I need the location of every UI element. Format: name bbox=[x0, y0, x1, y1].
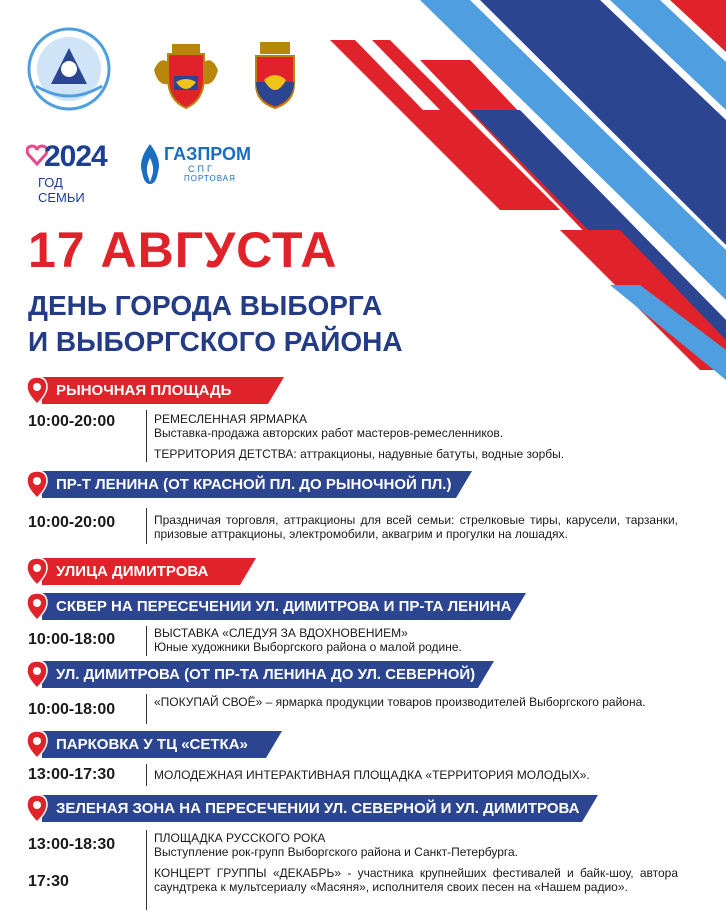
event-detail-text: МОЛОДЕЖНАЯ ИНТЕРАКТИВНАЯ ПЛОЩАДКА «ТЕРРИТОРИЯ МОЛОДЫХ». bbox=[154, 768, 590, 782]
location-label: СКВЕР НА ПЕРЕСЕЧЕНИИ УЛ. ДИМИТРОВА И ПР-ТА ЛЕНИНА bbox=[56, 598, 512, 615]
location-label: УЛ. ДИМИТРОВА (ОТ ПР-ТА ЛЕНИНА ДО УЛ. СЕВЕРНОЙ) bbox=[56, 666, 476, 683]
gazprom-portovaya: ПОРТОВАЯ bbox=[184, 174, 236, 183]
event-detail-text: Праздничая торговля, аттракционы для всей семьи: стрелковые тиры, карусели, тарзанки, призовые аттракционы, электромобили, аквагрим и прогулки на лошадях. bbox=[154, 513, 678, 541]
event-detail-text: «ПОКУПАЙ СВОЁ» – ярмарка продукции товаров производителей Выборгского района. bbox=[154, 695, 646, 709]
event-title-text: ТЕРРИТОРИЯ ДЕТСТВА: bbox=[154, 447, 297, 461]
location-pin-icon bbox=[26, 794, 48, 823]
event-detail-text: Юные художники Выборгского района о малой родине. bbox=[154, 640, 462, 654]
gazprom-logo bbox=[136, 142, 252, 192]
event-title-line2: И ВЫБОРГСКОГО РАЙОНА bbox=[28, 326, 403, 357]
event-title-line1: ДЕНЬ ГОРОДА ВЫБОРГА bbox=[28, 290, 383, 321]
event-detail-text: Выступление рок-групп Выборгского района и Санкт-Петербурга. bbox=[154, 845, 519, 859]
divider bbox=[146, 764, 147, 786]
divider bbox=[146, 830, 147, 910]
location-pin-icon bbox=[26, 470, 48, 499]
time-slot: 17:30 bbox=[28, 873, 69, 890]
divider bbox=[146, 508, 147, 544]
event-detail-text: КОНЦЕРТ ГРУППЫ «ДЕКАБРЬ» - участника крупнейших фестивалей и байк-шоу, автора саундтрека к мультсериалу «Масяня», исполнителя своих песен на «Нашем радио». bbox=[154, 866, 678, 894]
time-slot: 13:00-17:30 bbox=[28, 766, 116, 783]
event-date: 17 АВГУСТА bbox=[28, 222, 338, 278]
gazprom-spg: СПГ bbox=[188, 164, 215, 174]
location-label: УЛИЦА ДИМИТРОВА bbox=[56, 563, 209, 580]
event-description bbox=[154, 831, 518, 859]
location-header-market-square bbox=[26, 377, 284, 404]
event-description bbox=[154, 626, 462, 654]
event-description bbox=[154, 412, 503, 440]
divider bbox=[146, 410, 147, 462]
district-coat-of-arms-icon bbox=[150, 40, 222, 112]
event-title-text: ПЛОЩАДКА РУССКОГО РОКА bbox=[154, 831, 326, 845]
location-header-green-zone bbox=[26, 795, 598, 822]
location-label: ПР-Т ЛЕНИНА (ОТ КРАСНОЙ ПЛ. ДО РЫНОЧНОЙ ПЛ.) bbox=[56, 476, 452, 493]
time-slot: 13:00-18:30 bbox=[28, 836, 116, 853]
year-number: 2024 bbox=[44, 140, 107, 173]
year-caption: ГОД СЕМЬИ bbox=[38, 175, 85, 205]
anniversary-emblem-icon bbox=[26, 26, 112, 112]
location-pin-icon bbox=[26, 730, 48, 759]
location-pin-icon bbox=[26, 592, 48, 621]
time-slot: 10:00-20:00 bbox=[28, 413, 116, 430]
time-slot: 10:00-18:00 bbox=[28, 701, 116, 718]
event-title bbox=[28, 288, 403, 360]
time-slot: 10:00-18:00 bbox=[28, 631, 116, 648]
divider bbox=[146, 626, 147, 656]
divider bbox=[146, 694, 147, 724]
location-header-dimitrova-section bbox=[26, 661, 494, 688]
event-description bbox=[154, 447, 564, 461]
location-label: ЗЕЛЕНАЯ ЗОНА НА ПЕРЕСЕЧЕНИИ УЛ. СЕВЕРНОЙ И УЛ. ДИМИТРОВА bbox=[56, 800, 580, 817]
location-header-dimitrova-street bbox=[26, 558, 256, 585]
event-title-text: ВЫСТАВКА «СЛЕДУЯ ЗА ВДОХНОВЕНИЕМ» bbox=[154, 626, 408, 640]
flame-icon bbox=[136, 142, 164, 186]
event-title-text: РЕМЕСЛЕННАЯ ЯРМАРКА bbox=[154, 412, 308, 426]
location-header-square bbox=[26, 593, 526, 620]
location-pin-icon bbox=[26, 660, 48, 689]
city-coat-of-arms-icon bbox=[252, 40, 298, 112]
location-pin-icon bbox=[26, 376, 48, 405]
gazprom-name: ГАЗПРОМ bbox=[164, 144, 252, 164]
year-of-family-logo bbox=[30, 140, 110, 205]
location-label: ПАРКОВКА У ТЦ «СЕТКА» bbox=[56, 736, 248, 753]
location-label: РЫНОЧНАЯ ПЛОЩАДЬ bbox=[56, 382, 232, 399]
event-detail-text: аттракционы, надувные батуты, водные зорбы. bbox=[300, 447, 565, 461]
event-detail-text: Выставка-продажа авторских работ мастеров-ремесленников. bbox=[154, 426, 504, 440]
location-header-parking bbox=[26, 731, 282, 758]
time-slot: 10:00-20:00 bbox=[28, 514, 116, 531]
location-header-lenin-avenue bbox=[26, 471, 472, 498]
location-pin-icon bbox=[26, 557, 48, 586]
